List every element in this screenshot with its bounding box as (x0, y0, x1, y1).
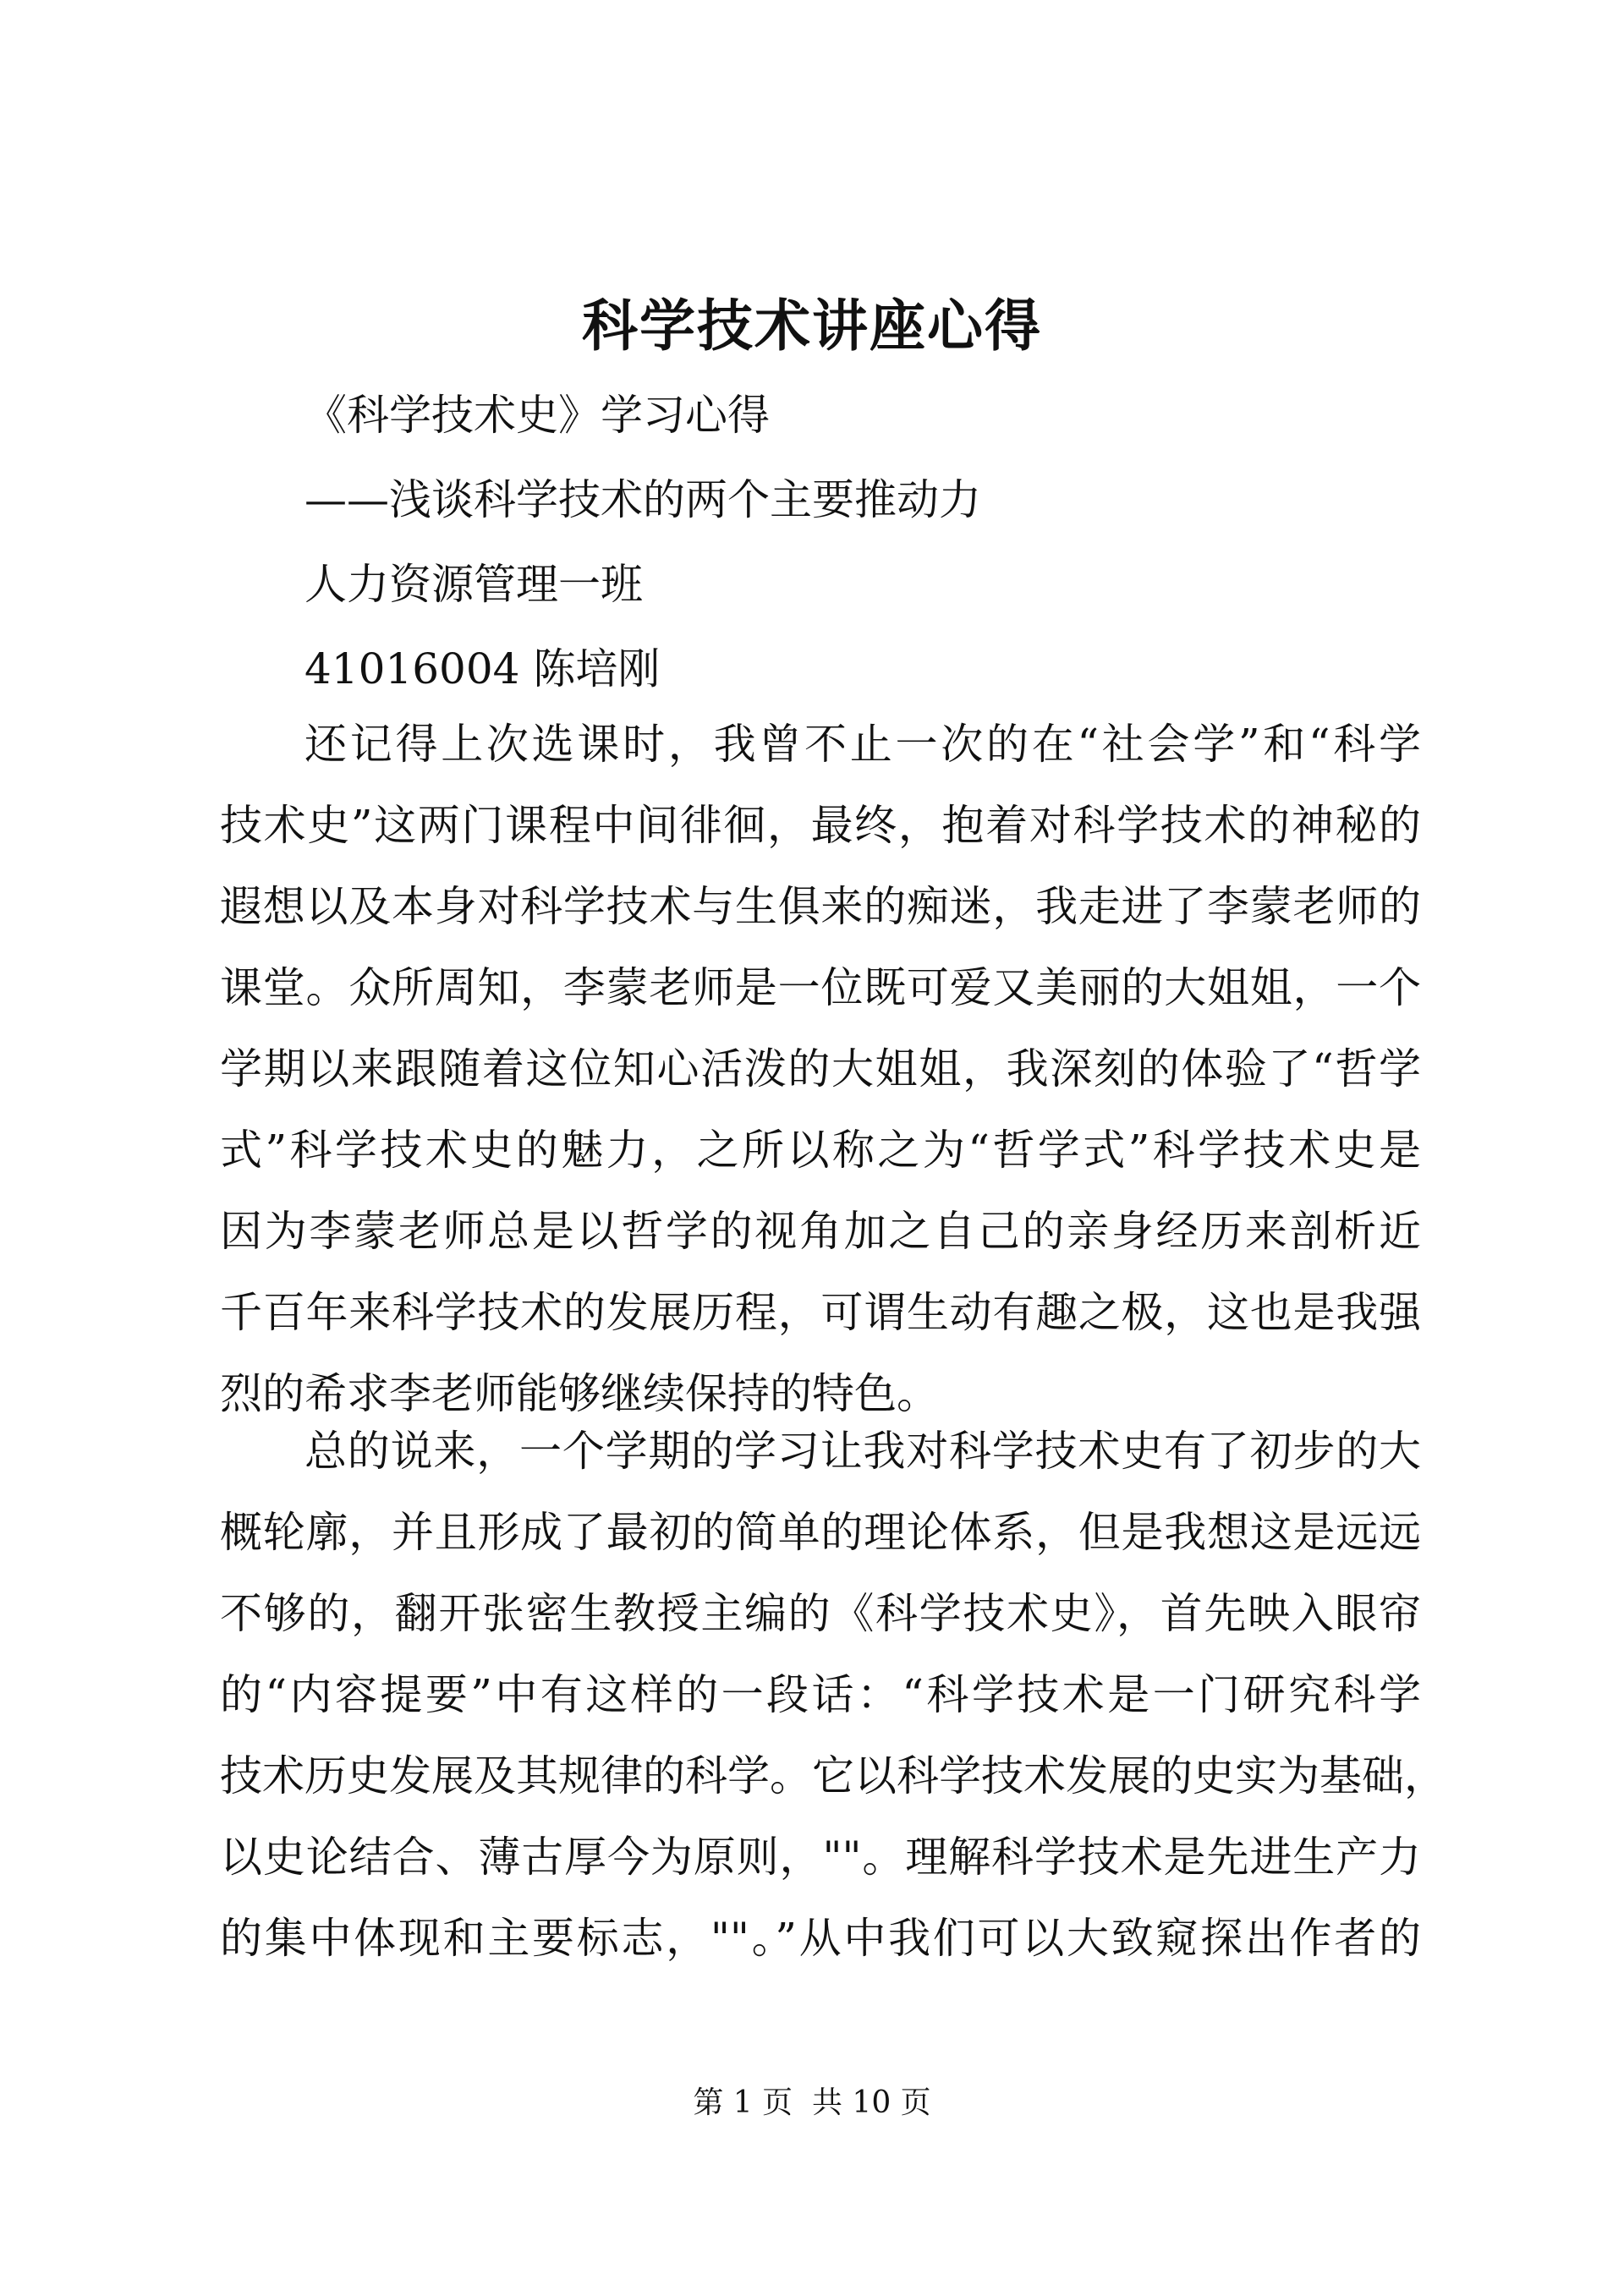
paragraph-line: 还记得上次选课时，我曾不止一次的在“社会学”和“科学 (304, 720, 1421, 769)
page-footer: 第 1 页 共 10 页 (693, 2085, 931, 2120)
paragraph-line: 技术史”这两门课程中间徘徊，最终，抱着对科学技术的神秘的 (220, 801, 1421, 850)
paragraph-line: 的“内容提要”中有这样的一段话：“科学技术是一门研究科学 (220, 1670, 1421, 1719)
book-subtitle: 《科学技术史》学习心得 (304, 391, 770, 440)
paragraph-line: 课堂。众所周知，李蒙老师是一位既可爱又美丽的大姐姐，一个 (220, 963, 1421, 1012)
paragraph-line: 总的说来，一个学期的学习让我对科学技术史有了初步的大 (304, 1427, 1421, 1476)
student-id-name: 41016004 陈培刚 (304, 644, 661, 693)
paragraph-line: 的集中体现和主要标志，""。”从中我们可以大致窥探出作者的 (220, 1914, 1421, 1963)
paragraph-line: 技术历史发展及其规律的科学。它以科学技术发展的史实为基础， (220, 1751, 1446, 1800)
topic-subtitle: ——浅谈科学技术的两个主要推动力 (304, 475, 981, 524)
paragraph-line: 以史论结合、薄古厚今为原则，""。理解科学技术是先进生产力 (220, 1833, 1421, 1882)
paragraph-2 (220, 1411, 1446, 1979)
paragraph-line: 学期以来跟随着这位知心活泼的大姐姐，我深刻的体验了“哲学 (220, 1044, 1421, 1093)
paragraph-line: 遐想以及本身对科学技术与生俱来的痴迷，我走进了李蒙老师的 (220, 882, 1421, 931)
paragraph-line: 因为李蒙老师总是以哲学的视角加之自己的亲身经历来剖析近 (220, 1207, 1421, 1256)
class-name: 人力资源管理一班 (304, 560, 643, 609)
page-title: 科学技术讲座心得 (582, 293, 1042, 359)
paragraph-line: 千百年来科学技术的发展历程，可谓生动有趣之极，这也是我强 (220, 1288, 1421, 1337)
paragraph-line: 概轮廓，并且形成了最初的简单的理论体系，但是我想这是远远 (220, 1508, 1421, 1557)
paragraph-1 (220, 704, 1421, 1434)
paragraph-line: 烈的希求李老师能够继续保持的特色。 (220, 1369, 939, 1418)
paragraph-line: 不够的，翻开张密生教授主编的《科学技术史》，首先映入眼帘 (220, 1589, 1421, 1638)
paragraph-line: 式”科学技术史的魅力，之所以称之为“哲学式”科学技术史是 (220, 1126, 1421, 1175)
